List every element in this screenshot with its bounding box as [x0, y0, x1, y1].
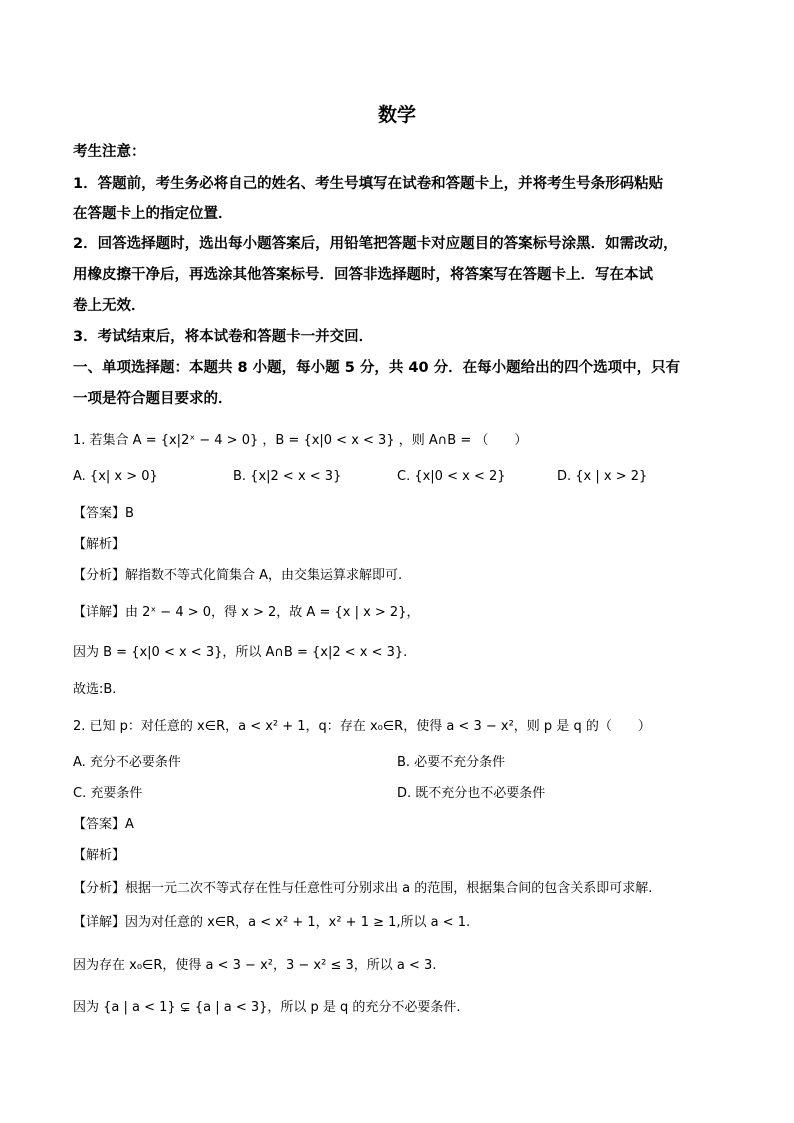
question-2-stem: 2. 已知 p：对任意的 x∈R，a < x² + 1，q：存在 x₀∈R，使得 a < 3 − x²，则 p 是 q 的（ ） — [73, 719, 651, 734]
notice-heading: 考生注意： — [73, 144, 146, 160]
question-1-stem: 1. 若集合 A = {x|2ˣ − 4 > 0} ，B = {x|0 < x < 3} ，则 A∩B = （ ） — [73, 433, 528, 448]
question-2-answer: 【答案】A — [73, 817, 134, 832]
question-2-option-d: D. 既不充分也不必要条件 — [397, 786, 546, 801]
section-heading-line1: 一、单项选择题：本题共 8 小题，每小题 5 分，共 40 分．在每小题给出的四个选项中，只有 — [73, 360, 681, 376]
notice-item-3: 3．考试结束后，将本试卷和答题卡一并交回． — [73, 329, 374, 345]
notice-item-2b: 用橡皮擦干净后，再选涂其他答案标号．回答非选择题时，将答案写在答题卡上．写在本试 — [73, 267, 653, 283]
question-2-option-c: C. 充要条件 — [73, 786, 143, 801]
question-2-analysis: 【分析】根据一元二次不等式存在性与任意性可分别求出 a 的范围，根据集合间的包含关系即可求解. — [73, 881, 653, 896]
question-2-line2: 因为存在 x₀∈R，使得 a < 3 − x²，3 − x² ≤ 3，所以 a < 3. — [73, 958, 437, 973]
question-1-option-b: B. {x|2 < x < 3} — [233, 469, 342, 484]
question-2-detail: 【详解】因为对任意的 x∈R，a < x² + 1，x² + 1 ≥ 1,所以 a < 1. — [73, 915, 471, 930]
question-1-detail: 【详解】由 2ˣ − 4 > 0，得 x > 2，故 A = {x | x > 2}， — [73, 605, 420, 620]
notice-item-1b: 在答题卡上的指定位置． — [73, 206, 233, 222]
question-2-jiexi: 【解析】 — [73, 848, 126, 863]
question-2-option-b: B. 必要不充分条件 — [397, 755, 506, 770]
notice-item-2a: 2．回答选择题时，选出每小题答案后，用铅笔把答题卡对应题目的答案标号涂黑．如需改动， — [73, 236, 678, 252]
notice-item-2c: 卷上无效． — [73, 298, 146, 314]
question-1-analysis: 【分析】解指数不等式化简集合 A，由交集运算求解即可. — [73, 568, 403, 583]
question-1-jiexi: 【解析】 — [73, 537, 126, 552]
notice-item-1a: 1．答题前，考生务必将自己的姓名、考生号填写在试卷和答题卡上，并将考生号条形码粘贴 — [73, 176, 664, 192]
question-1-answer: 【答案】B — [73, 506, 134, 521]
question-2-line3: 因为 {a | a < 1} ⊊ {a | a < 3}，所以 p 是 q 的充分不必要条件. — [73, 1000, 461, 1015]
question-1-choose: 故选:B. — [73, 682, 117, 697]
question-1-option-d: D. {x | x > 2} — [557, 469, 648, 484]
question-2-option-a: A. 充分不必要条件 — [73, 755, 181, 770]
page-title: 数学 — [377, 104, 416, 126]
section-heading-line2: 一项是符合题目要求的． — [73, 391, 233, 407]
question-1-because: 因为 B = {x|0 < x < 3}，所以 A∩B = {x|2 < x < 3}. — [73, 645, 408, 660]
question-1-option-c: C. {x|0 < x < 2} — [397, 469, 506, 484]
question-1-option-a: A. {x| x > 0} — [73, 469, 158, 484]
